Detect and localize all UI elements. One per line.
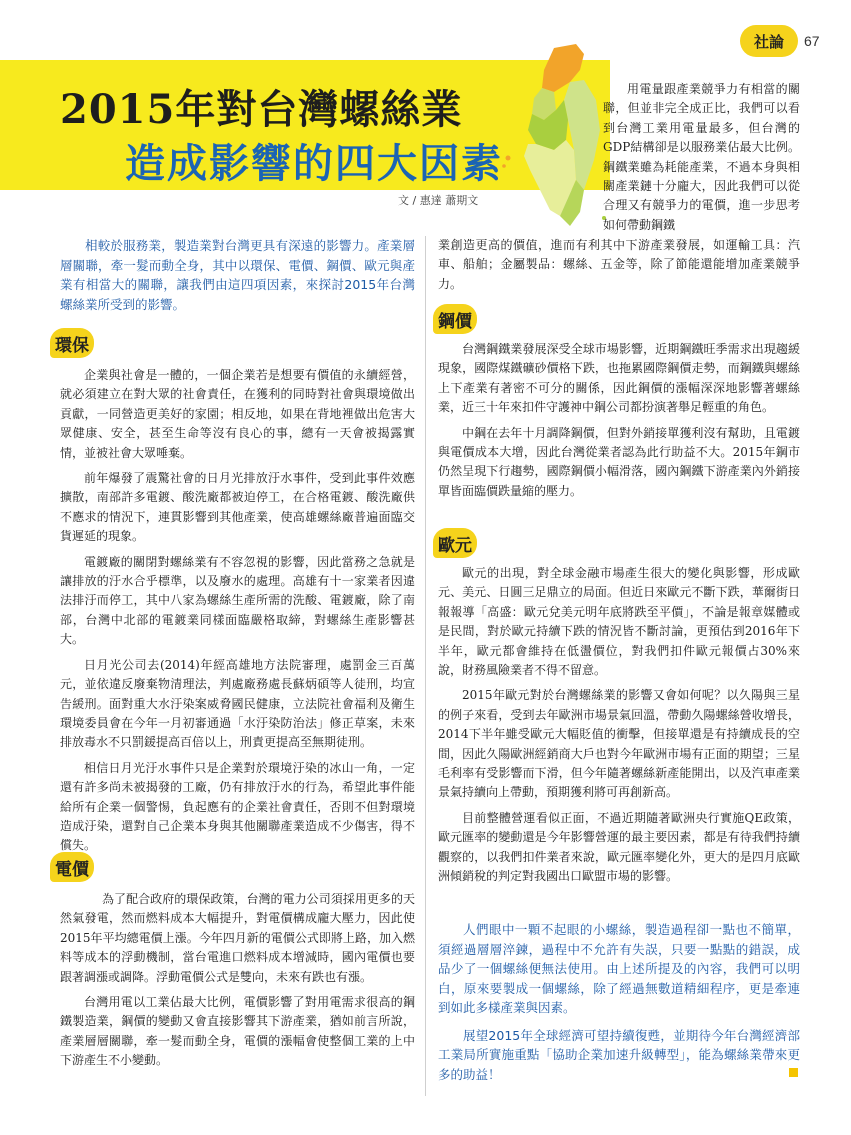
heading-steel: 鋼價 [433, 304, 477, 334]
paragraph: 台灣用電以工業佔最大比例，電價影響了對用電需求很高的鋼鐵製造業，鋼價的變動又會直接影響其下游產業，猶如前言所說，產業層層關聯，牽一髮而動全身，電價的漲幅會使整個工業的上中下游產生不小變動。 [60, 995, 415, 1068]
heading-environment: 環保 [50, 328, 94, 358]
electricity-continuation-part2: 業創造更高的價值，進而有利其中下游產業發展，如運輸工具：汽車、船舶；金屬製品：螺絲、五金等，除了節能還能增加產業競爭力。 [438, 238, 800, 291]
electricity-body [60, 890, 415, 1071]
paragraph: 目前整體營運看似正面，不過近期隨著歐洲央行實施QE政策，歐元匯率的變動還是今年影響營運的最主要因素，都是有待我們持續觀察的，以我們扣件業者來說，歐元匯率變化外，更大的是四月底歐洲傾銷稅的判定對我國出口歐盟市場的影響。 [438, 810, 800, 884]
paragraph: 2015年歐元對於台灣螺絲業的影響又會如何呢？以久陽與三星的例子來看，受到去年歐洲市場景氣回溫，帶動久陽螺絲營收增長，2014下半年雖受歐元大幅貶值的衝擊，但接單還是有持續成長的空間，因此久陽歐洲經銷商大戶也對今年歐洲市場有正面的期望；三星毛利率有受影響而下滑，但今年隨著螺絲新產能開出，以及汽車產業景氣持續向上帶動，預期獲利將可再創新高。 [438, 688, 800, 800]
article-title-line1: 2015年對台灣螺絲業 [60, 86, 463, 133]
conclusion-paragraph: 人們眼中一顆不起眼的小螺絲，製造過程卻一點也不簡單，須經過層層淬鍊，過程中不允許有失誤，只要一點點的錯誤，成品少了一個螺絲便無法使用。由上述所提及的內容，我們可以明白，原來要製成一個螺絲，除了經過無數道精細程序，更是牽連到如此多樣產業與因素。 [438, 922, 800, 1015]
environment-body [60, 366, 415, 856]
conclusion-block [438, 920, 800, 1084]
paragraph: 企業與社會是一體的，一個企業若是想要有價值的永續經營，就必須建立在對大眾的社會責任，在獲利的同時對社會與環境做出貢獻，一同營造更美好的家園；相反地，如果在背地裡做出危害大眾健康、安全，甚至生命等沒有良心的事，總有一天會被揭露實情，並被社會大眾唾棄。 [60, 368, 415, 460]
paragraph: 中鋼在去年十月調降鋼價，但對外銷接單獲利沒有幫助，且電鍍與電價成本大增，因此台灣從業者認為此行助益不大。2015年鋼市仍然呈現下行趨勢，國際鋼價小幅滑落，國內鋼鐵下游產業內外銷接單皆面臨價跌量縮的壓力。 [438, 425, 800, 498]
paragraph: 電鍍廠的關閉對螺絲業有不容忽視的影響，因此當務之急就是讓排放的汙水合乎標準，以及廢水的處理。高雄有十一家業者因違法排汙而停工，其中八家為螺絲生產所需的洗酸、電鍍廠，除了南部，台灣中北部的電鍍業同樣面臨嚴格取締，對螺絲生產影響甚大。 [60, 554, 415, 647]
paragraph: 前年爆發了震驚社會的日月光排放汙水事件，受到此事件效應擴散，南部許多電鍍、酸洗廠都被迫停工，在合格電鍍、酸洗廠供不應求的情況下，連貫影響到其他產業，使高雄螺絲廠普遍面臨交貨遲延的現象。 [60, 471, 415, 544]
heading-euro: 歐元 [433, 528, 477, 558]
byline: 文 / 惠達 蕭期文 [398, 194, 479, 207]
euro-body [438, 564, 800, 887]
paragraph: 日月光公司去(2014)年經高雄地方法院審理，處罰金三百萬元，並依違反廢棄物清理法，判處廠務處長蘇炳碩等人徒刑，均宣告緩刑。面對重大水汙染案威脅國民健康，立法院社會福利及衛生環境委員會在今年一月初審通過「水汙染防治法」修正草案，未來排放毒水不只罰鍰提高百倍以上，刑責更提高至無期徒刑。 [60, 657, 415, 750]
heading-electricity: 電價 [50, 852, 94, 882]
end-mark [789, 1068, 798, 1077]
section-tag: 社論 [740, 25, 798, 57]
paragraph: 為了配合政府的環保政策，台灣的電力公司須採用更多的天然氣發電，然而燃料成本大幅提升，對電價構成龐大壓力，因此使2015年平均總電價上漲。今年四月新的電價公式即將上路，加入燃料等成本的浮動機制，當台電進口燃料成本增減時，國內電價也要跟著調漲或調降。浮動電價公式是雙向，未來有跌也有漲。 [60, 892, 415, 984]
conclusion-paragraph: 展望2015年全球經濟可望持續復甦，並期待今年台灣經濟部工業局所實施重點「協助企業加速升級轉型」，能為螺絲業帶來更多的助益！ [438, 1027, 800, 1082]
paragraph: 歐元的出現，對全球金融市場產生很大的變化與影響，形成歐元、美元、日圓三足鼎立的局面。但近日來歐元不斷下跌，華爾街日報報導「高盛：歐元兌美元明年底將跌至平價」，不論是報章媒體或是民間，對於歐元持續下跌的情況皆不斷討論，更預估到2016年下半年，歐元都會維持在低盪價位，對我們扣件歐元報價占30%來說，財務風險業者不得不留意。 [438, 566, 800, 678]
electricity-continuation-part1: 用電量跟產業競爭力有相當的關聯，但並非完全成正比，我們可以看到台灣工業用電量最多，但台灣的GDP結構卻是以服務業佔最大比例。鋼鐵業雖為耗能產業，不過本身與相關產業鏈十分龐大，因此我們可以從合理又有競爭力的電價，進一步思考如何帶動鋼鐵 [603, 82, 800, 232]
map-island-dot [506, 156, 511, 161]
column-divider [425, 236, 426, 1096]
article-title-line2: 造成影響的四大因素 [125, 140, 503, 187]
page-number: 67 [804, 33, 820, 49]
paragraph: 相信日月光汙水事件只是企業對於環境汙染的冰山一角，一定還有許多尚未被揭發的工廠，仍有排放汙水的行為，希望此事件能給所有企業一個警惕，負起應有的企業社會責任，否則不但對環境造成汙染，還對自己企業本身與其他關聯產業造成不少傷害，得不償失。 [60, 760, 415, 853]
paragraph: 台灣鋼鐵業發展深受全球市場影響，近期鋼鐵旺季需求出現趨緩現象，國際煤鐵礦砂價格下跌，也拖累國際鋼價走勢，而鋼鐵與螺絲上下產業有著密不可分的關係，因此鋼價的漲幅深深地影響著螺絲業，近三十年來扣件守護神中鋼公司都扮演著舉足輕重的角色。 [438, 342, 800, 415]
steel-body [438, 340, 800, 501]
intro-paragraph: 相較於服務業，製造業對台灣更具有深遠的影響力。產業層層關聯，牽一髮而動全身，其中以環保、電價、鋼價、歐元與產業有相當大的關聯，讓我們由這四項因素，來探討2015年台灣螺絲業所受到的影響。 [60, 238, 415, 312]
